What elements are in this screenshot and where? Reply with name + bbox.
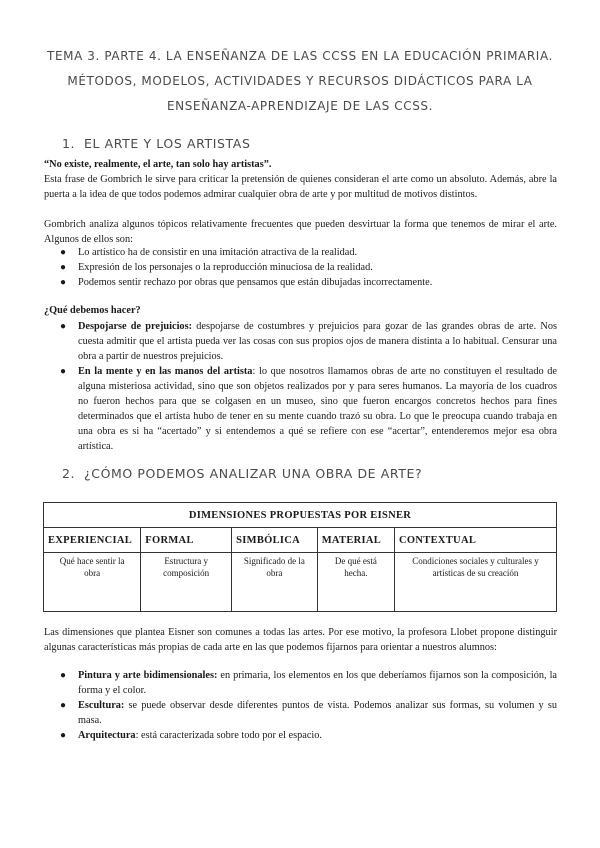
bullet-icon: ● <box>60 277 67 288</box>
quote-text: “No existe, realmente, el arte, tan solo hay artistas”. <box>44 159 272 170</box>
column-header: CONTEXTUAL <box>395 528 557 553</box>
bullet-icon: ● <box>60 321 67 332</box>
column-header: MATERIAL <box>317 528 394 553</box>
title-line: TEMA 3. PARTE 4. LA ENSEÑANZA DE LAS CCSS EN LA EDUCACIÓN PRIMARIA. <box>47 49 553 63</box>
document-title <box>30 44 570 119</box>
column-header: EXPERIENCIAL <box>44 528 141 553</box>
table-cell: Estructura y composición <box>141 553 232 612</box>
list-item: ● En la mente y en las manos del artista: lo que nosotros llamamos obras de arte no constituyen el resultado de alguna misteriosa actividad, sino que son objetos realizados por y para seres humanos. La mayoría de los cuadros no fueron hechos para que se colgasen en un museo, sino que fueron encargos concretos hechos para fines determinados que el artista hubo de tener en su mente cuando trazó su obra. Lo que le preocupa cuando trabaja en una obra es si ha “acertado” y si entendemos a qué se refiere con ese “acertar”, entenderemos mejor esa obra artística. <box>60 366 557 452</box>
section-number: 2. <box>62 466 76 481</box>
list-item: ● Expresión de los personajes o la reproducción minuciosa de la realidad. <box>60 262 373 273</box>
bullet-icon: ● <box>60 700 67 711</box>
list-item: ● Escultura: se puede observar desde diferentes puntos de vista. Podemos analizar sus formas, su volumen y su masa. <box>60 700 557 726</box>
bullet-icon: ● <box>60 247 67 258</box>
table-cell: De qué está hecha. <box>317 553 394 612</box>
title-line: ENSEÑANZA-APRENDIZAJE DE LAS CCSS. <box>166 99 434 113</box>
list-item: ● Podemos sentir rechazo por obras que pensamos que están dibujadas incorrectamente. <box>60 277 433 288</box>
bullet-icon: ● <box>60 730 67 741</box>
table-cell: Qué hace sentir la obra <box>44 553 141 612</box>
column-header: SIMBÓLICA <box>232 528 318 553</box>
column-header: FORMAL <box>141 528 232 553</box>
paragraph-topics-intro: Gombrich analiza algunos tópicos relativamente frecuentes que pueden desvirtuar la forma que tenemos de mirar el arte. Algunos de ellos son: <box>44 219 557 245</box>
list-item: ● Despojarse de prejuicios: despojarse de costumbres y prejuicios para gozar de las grandes obras de arte. Nos cuesta admitir que el artista pueda ver las cosas con sus propios ojos de manera distinta a lo habitual. Censurar una obra a partir de nuestros prejuicios. <box>60 321 557 362</box>
paragraph-gombrich: Esta frase de Gombrich le sirve para criticar la pretensión de quienes consideran el arte como un absoluto. Además, abre la puerta a la idea de que todos podemos admirar cualquier obra de arte y por multitud de motivos distintos. <box>44 174 557 200</box>
table-cell: Condiciones sociales y culturales y artísticas de su creación <box>395 553 557 612</box>
eisner-table <box>43 502 557 612</box>
table-caption: DIMENSIONES PROPUESTAS POR EISNER <box>44 503 557 528</box>
bullet-icon: ● <box>60 366 67 377</box>
list-item: ● Arquitectura: está caracterizada sobre todo por el espacio. <box>60 730 322 741</box>
section-number: 1. <box>62 136 76 151</box>
section-heading-2 <box>62 466 422 481</box>
section-heading-1 <box>62 136 250 151</box>
table-row <box>44 553 557 612</box>
title-line: MÉTODOS, MODELOS, ACTIVIDADES Y RECURSOS DIDÁCTICOS PARA LA <box>67 74 533 88</box>
quote <box>44 157 557 172</box>
bullet-icon: ● <box>60 670 67 681</box>
list-item: ● Lo artístico ha de consistir en una imitación atractiva de la realidad. <box>60 247 358 258</box>
question-heading: ¿Qué debemos hacer? <box>44 305 141 316</box>
section-title: EL ARTE Y LOS ARTISTAS <box>84 136 251 151</box>
list-item: ● Pintura y arte bidimensionales: en primaria, los elementos en los que deberíamos fijarnos son la composición, la forma y el color. <box>60 670 557 696</box>
bullet-icon: ● <box>60 262 67 273</box>
table-cell: Significado de la obra <box>232 553 318 612</box>
section-title: ¿CÓMO PODEMOS ANALIZAR UNA OBRA DE ARTE? <box>84 466 423 481</box>
paragraph-eisner: Las dimensiones que plantea Eisner son comunes a todas las artes. Por ese motivo, la profesora Llobet propone distinguir algunas características más propias de cada arte en las que podemos fijarnos para orientar a nuestros alumnos: <box>44 627 557 653</box>
